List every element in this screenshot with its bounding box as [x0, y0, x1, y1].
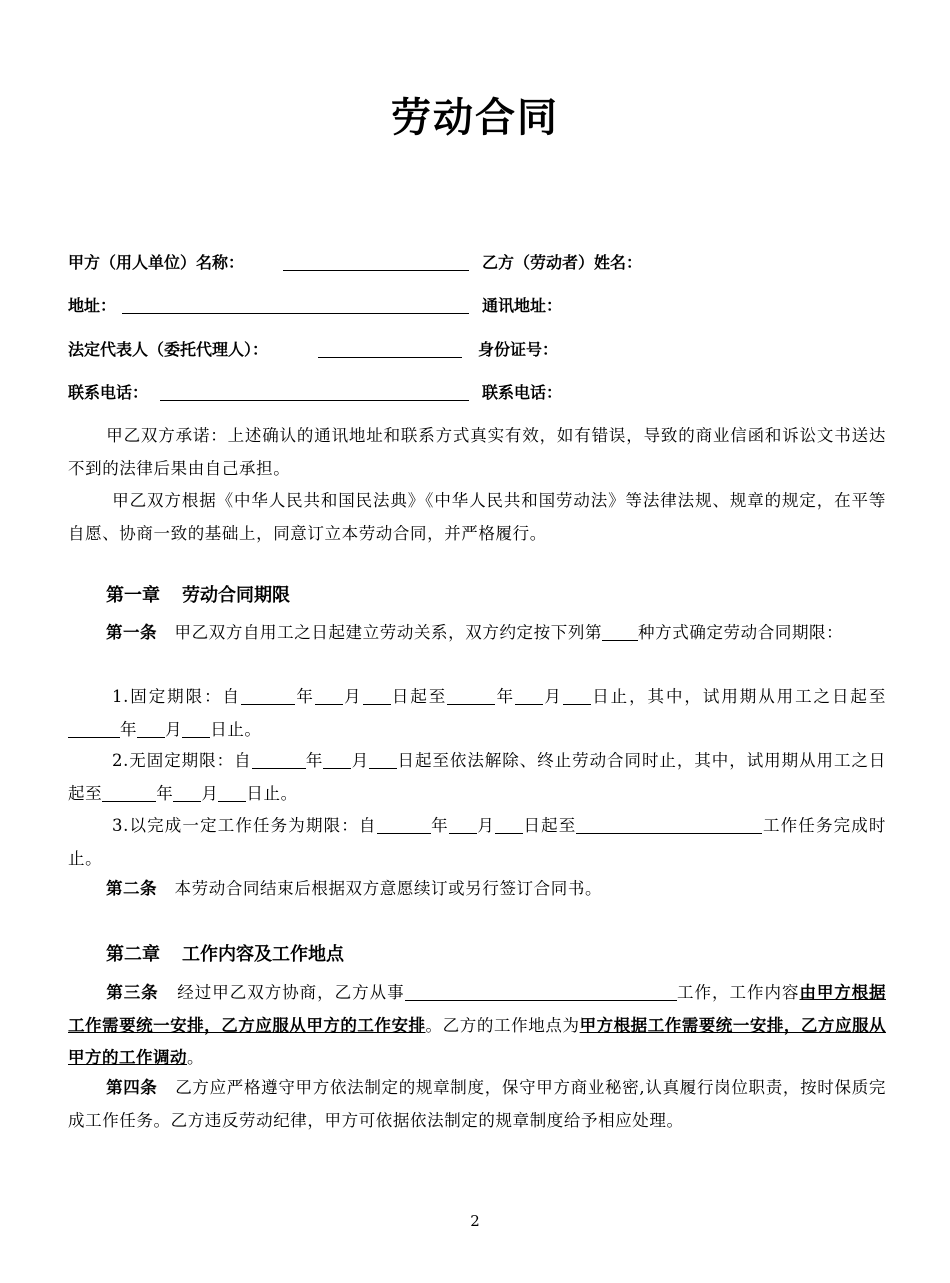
article-2-label: 第二条: [106, 879, 157, 898]
open-start-day-blank[interactable]: [369, 750, 397, 769]
fixed-start-year-blank[interactable]: [241, 686, 295, 705]
employer-name-blank[interactable]: [283, 270, 469, 271]
employer-phone-label: 联系电话：: [68, 383, 149, 402]
article-3: 第三条 经过甲乙双方协商，乙方从事 工作，工作内容由甲方根据工作需要统一安排，乙方应服从甲方的工作安排。乙方的工作地点为甲方根据工作需要统一安排，乙方应服从甲方的工作调动。: [68, 983, 887, 1067]
article-4-label: 第四条: [106, 1078, 158, 1097]
employee-name-label: 乙方（劳动者）姓名：: [482, 253, 643, 272]
mailing-address-label: 通讯地址：: [482, 296, 563, 315]
promise-paragraph: [68, 420, 886, 485]
chapter-2-title: 工作内容及工作地点: [182, 944, 344, 965]
fixed-probation-day-blank[interactable]: [182, 719, 210, 738]
id-number-label: 身份证号：: [478, 340, 559, 359]
fixed-end-month-blank[interactable]: [515, 686, 543, 705]
open-start-month-blank[interactable]: [323, 750, 351, 769]
address-label: 地址：: [68, 296, 117, 315]
party-row-3: [68, 337, 888, 363]
page-number: 2: [470, 1212, 480, 1230]
job-title-blank[interactable]: [405, 982, 677, 1001]
employer-phone-blank[interactable]: [160, 400, 469, 401]
article-2: 第二条 本劳动合同结束后根据双方意愿续订或另行签订合同书。: [106, 879, 603, 898]
option-2-open-term: 2.无固定期限：自 年 月 日起至依法解除、终止劳动合同时止，其中，试用期从用工之日起至 年 月 日止。: [68, 751, 887, 803]
open-probation-day-blank[interactable]: [218, 783, 246, 802]
article-1: 第一条 甲乙双方自用工之日起建立劳动关系，双方约定按下列第 种方式确定劳动合同期限：: [106, 623, 844, 642]
page-title: 劳动合同: [391, 95, 559, 141]
employer-name-label: 甲方（用人单位）名称：: [68, 253, 245, 272]
option-1-fixed-term: 1.固定期限：自 年 月 日起至 年 月 日止，其中，试用期从用工之日起至年 月 日止。: [68, 681, 886, 746]
chapter-1-number: 第一章: [106, 585, 160, 606]
promise-text: 甲乙双方承诺：上述确认的通讯地址和联系方式真实有效，如有错误，导致的商业信函和诉讼文书送达不到的法律后果由自己承担。: [68, 426, 886, 478]
party-row-4: [68, 380, 888, 406]
fixed-probation-month-blank[interactable]: [137, 719, 165, 738]
chapter-2-heading: [106, 942, 344, 968]
article-1-label: 第一条: [106, 623, 157, 642]
fixed-probation-year-blank[interactable]: [68, 719, 120, 738]
chapter-1-heading: [106, 583, 290, 609]
option-3-task-term: 3.以完成一定工作任务为期限：自 年 月 日起至 工作任务完成时止。: [68, 816, 886, 868]
job-content-underlined: 由甲方根据工作需要统一安排，乙方应服从甲方的工作安排: [68, 983, 886, 1035]
term-type-blank[interactable]: [602, 622, 638, 641]
fixed-end-year-blank[interactable]: [447, 686, 495, 705]
legal-rep-blank[interactable]: [318, 357, 462, 358]
chapter-2-number: 第二章: [106, 944, 160, 965]
task-description-blank[interactable]: [576, 815, 762, 834]
open-start-year-blank[interactable]: [252, 750, 306, 769]
open-probation-year-blank[interactable]: [102, 783, 156, 802]
party-row-2: [68, 293, 888, 319]
task-start-year-blank[interactable]: [377, 815, 431, 834]
legal-rep-label: 法定代表人（委托代理人）：: [68, 340, 269, 359]
basis-text: 甲乙双方根据《中华人民共和国民法典》《中华人民共和国劳动法》等法律法规、规章的规定，在平等自愿、协商一致的基础上，同意订立本劳动合同，并严格履行。: [68, 491, 886, 543]
article-3-label: 第三条: [106, 983, 159, 1002]
party-row-1: [68, 250, 888, 276]
task-start-month-blank[interactable]: [449, 815, 477, 834]
fixed-start-day-blank[interactable]: [363, 686, 391, 705]
address-blank[interactable]: [122, 313, 469, 314]
employee-phone-label: 联系电话：: [482, 383, 563, 402]
task-start-day-blank[interactable]: [495, 815, 523, 834]
chapter-1-title: 劳动合同期限: [182, 585, 290, 606]
fixed-end-day-blank[interactable]: [563, 686, 591, 705]
article-4: 第四条 乙方应严格遵守甲方依法制定的规章制度，保守甲方商业秘密,认真履行岗位职责，按时保质完成工作任务。乙方违反劳动纪律，甲方可依据依法制定的规章制度给予相应处理。: [68, 1078, 886, 1130]
fixed-start-month-blank[interactable]: [315, 686, 343, 705]
open-probation-month-blank[interactable]: [173, 783, 201, 802]
basis-paragraph: [68, 485, 886, 550]
work-location-underlined: 甲方根据工作需要统一安排，乙方应服从甲方的工作调动: [68, 1015, 887, 1067]
